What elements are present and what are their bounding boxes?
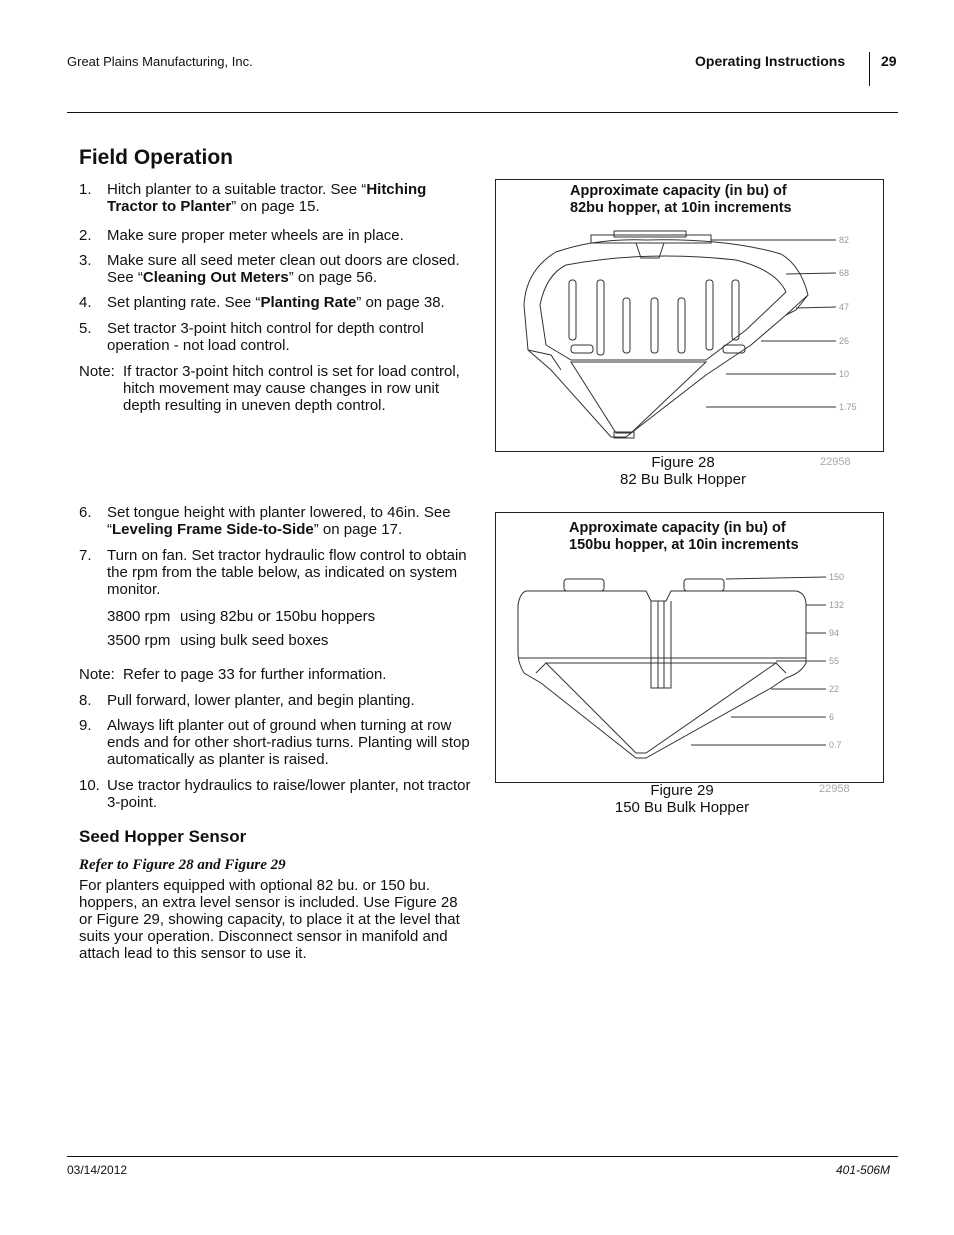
step-10: 10. Use tractor hydraulics to raise/lower planter, not tractor 3-point. <box>79 777 471 811</box>
header-divider <box>869 52 870 86</box>
figure-29-box <box>495 512 884 783</box>
link-leveling-frame: Leveling Frame Side-to-Side <box>112 521 314 538</box>
link-planting-rate: Planting Rate <box>260 294 357 311</box>
page-number: 29 <box>881 53 897 69</box>
figure-28-code: 22958 <box>820 456 851 468</box>
step-8: 8. Pull forward, lower planter, and begin planting. <box>79 692 415 709</box>
hopper-150-drawing <box>496 513 883 782</box>
figure-28-caption: Figure 28 82 Bu Bulk Hopper <box>620 454 746 488</box>
level-label: 55 <box>829 656 840 666</box>
level-label: 150 <box>829 572 845 582</box>
sensor-paragraph: For planters equipped with optional 82 bu. or 150 bu. hoppers, an extra level sensor is included. Use Figure 28 or Figure 29, showing capacity, to place it at the level that suits your operation. Disconnect sensor in manifold and attach lead to this sensor to use it. <box>79 877 460 962</box>
rpm-row: 3500 rpm using bulk seed boxes <box>107 632 329 649</box>
level-label: 22 <box>829 684 840 694</box>
link-hitching: Hitching Tractor to Planter <box>107 181 427 215</box>
step-6: 6. Set tongue height with planter lowered, to 46in. See “Leveling Frame Side-to-Side” on page 17. <box>79 504 451 538</box>
footer-date: 03/14/2012 <box>67 1163 128 1177</box>
step-7: 7. Turn on fan. Set tractor hydraulic flow control to obtain the rpm from the table below, as indicated on system monitor. <box>79 547 467 598</box>
step-1: 1. Hitch planter to a suitable tractor. See “Hitching Tractor to Planter” on page 15. <box>79 181 427 215</box>
level-label: 68 <box>839 268 850 278</box>
level-label: 26 <box>839 336 850 346</box>
note-load-control: Note: If tractor 3-point hitch control is set for load control, hitch movement may cause changes in row unit depth resulting in uneven depth control. <box>79 363 460 414</box>
rpm-row: 3800 rpm using 82bu or 150bu hoppers <box>107 608 376 625</box>
figure-29-caption: Figure 29 150 Bu Bulk Hopper <box>614 782 750 816</box>
level-label: 132 <box>829 600 845 610</box>
figure-29-code: 22958 <box>819 783 850 795</box>
level-label: 10 <box>839 369 850 379</box>
page-title: Field Operation <box>79 146 234 169</box>
level-label: 0.7 <box>829 740 842 750</box>
level-label: 94 <box>829 628 840 638</box>
level-label: 6 <box>829 712 835 722</box>
hopper-82-drawing <box>496 180 883 451</box>
footer-rule <box>67 1156 898 1157</box>
level-label: 47 <box>839 302 850 312</box>
figure-reference: Refer to Figure 28 and Figure 29 <box>79 857 286 873</box>
header-rule <box>67 112 898 113</box>
step-4: 4. Set planting rate. See “Planting Rate” on page 38. <box>79 294 445 311</box>
figure-29-title: Approximate capacity (in bu) of 150bu hopper, at 10in increments <box>569 520 799 553</box>
section-heading: Seed Hopper Sensor <box>79 827 247 846</box>
note-further-info: Note: Refer to page 33 for further information. <box>79 666 387 683</box>
step-5: 5. Set tractor 3-point hitch control for depth control operation - not load control. <box>79 320 424 354</box>
section-title: Operating Instructions <box>695 53 846 69</box>
step-2: 2. Make sure proper meter wheels are in place. <box>79 227 404 244</box>
figure-28-title: Approximate capacity (in bu) of 82bu hopper, at 10in increments <box>570 183 792 216</box>
link-cleaning-meters: Cleaning Out Meters <box>142 269 289 286</box>
figure-28-box <box>495 179 884 452</box>
level-label: 1.75 <box>839 402 857 412</box>
level-label: 82 <box>839 235 850 245</box>
step-3: 3. Make sure all seed meter clean out doors are closed. See “Cleaning Out Meters” on page 56. <box>79 252 460 286</box>
step-9: 9. Always lift planter out of ground when turning at row ends and for other short-radius turns. Planting will stop automatically as planter is raised. <box>79 717 470 768</box>
company-name: Great Plains Manufacturing, Inc. <box>67 54 253 69</box>
footer-doc-number: 401-506M <box>836 1163 891 1177</box>
